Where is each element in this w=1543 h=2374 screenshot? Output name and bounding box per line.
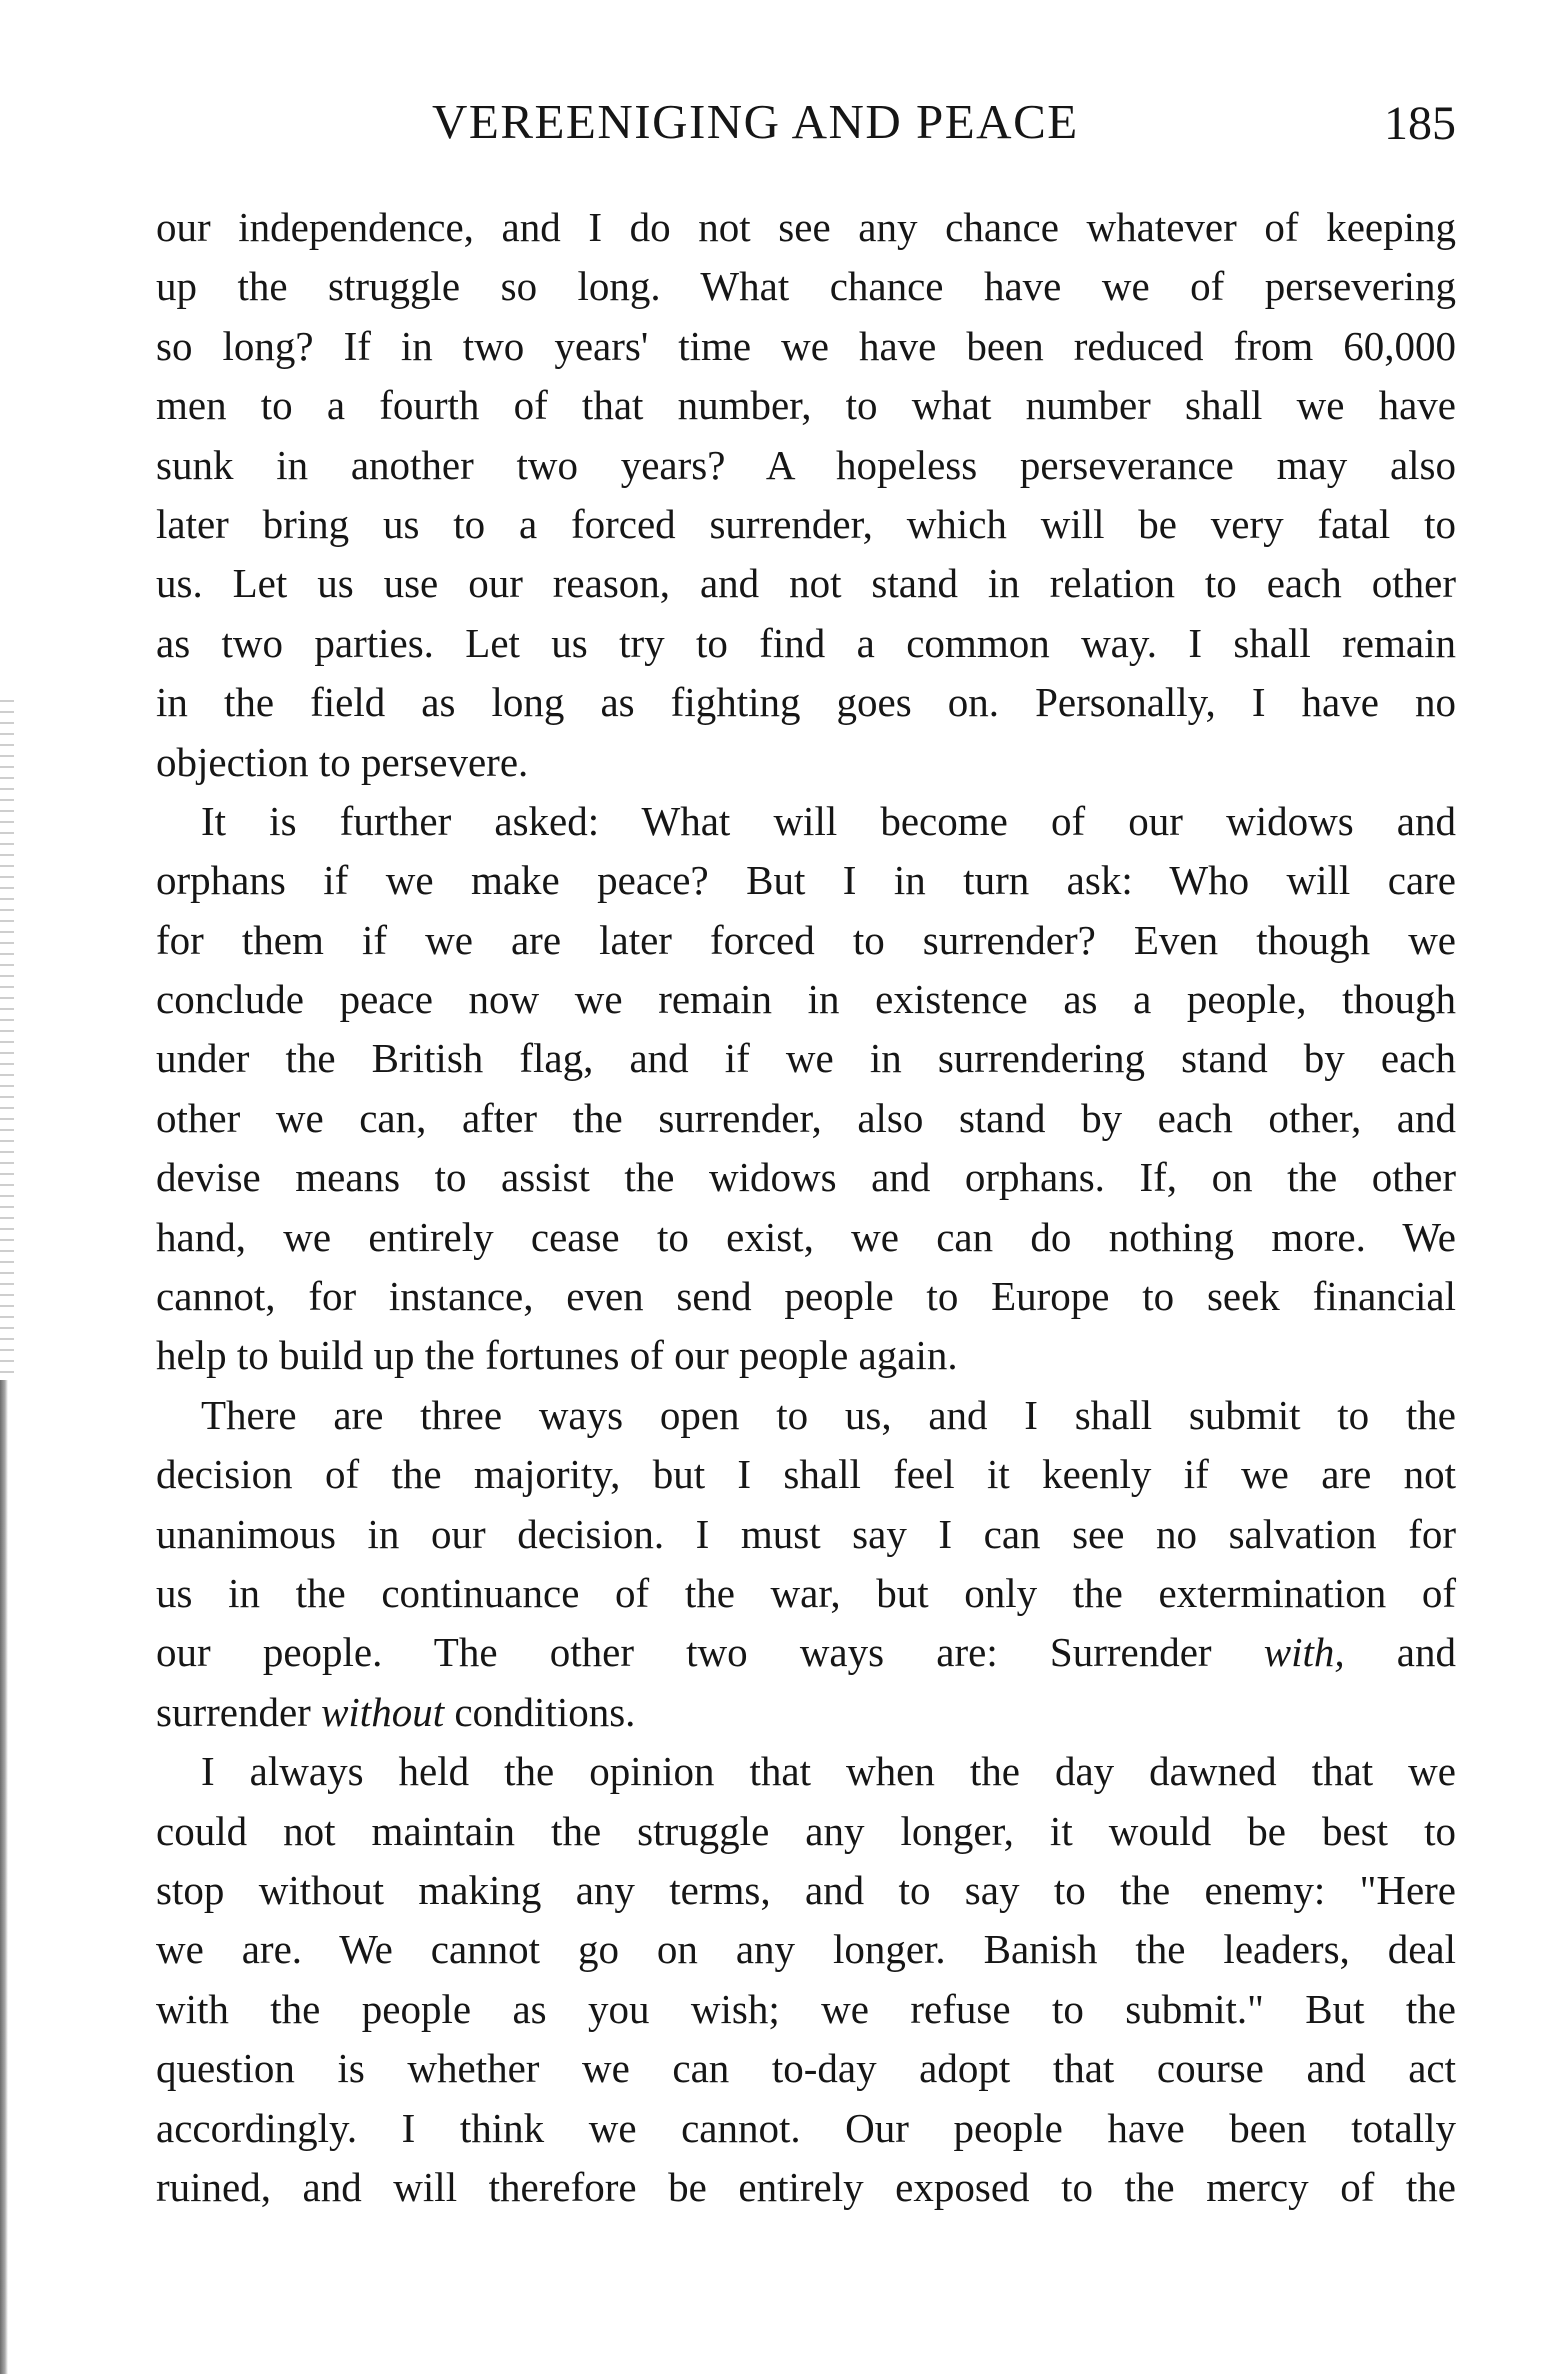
text-line: There are three ways open to us, and I shall submit to the [201, 1391, 1456, 1438]
binding-shadow [0, 700, 14, 1380]
text-line: so long? If in two years' time we have been reduced from 60,000 [156, 322, 1456, 369]
running-head [156, 92, 1456, 152]
text-line: help to build up the fortunes of our people again. [156, 1332, 958, 1379]
text-line: could not maintain the struggle any longer, it would be best to [156, 1807, 1456, 1854]
text-line: unanimous in our decision. I must say I can see no salvation for [156, 1510, 1456, 1557]
text-line: sunk in another two years? A hopeless perseverance may also [156, 441, 1456, 488]
text-line: with the people as you wish; we refuse to submit." But the [156, 1985, 1456, 2032]
text-line: for them if we are later forced to surrender? Even though we [156, 916, 1456, 963]
text-line: as two parties. Let us try to find a common way. I shall remain [156, 619, 1456, 666]
text-line: under the British flag, and if we in surrendering stand by each [156, 1035, 1456, 1082]
text-line: decision of the majority, but I shall feel it keenly if we are not [156, 1451, 1456, 1498]
text-line: hand, we entirely cease to exist, we can do nothing more. We [156, 1213, 1456, 1260]
line-segment: conditions. [444, 1688, 636, 1735]
line-segment: our people. The other two ways are: Surrender [156, 1629, 1264, 1676]
text-line: I always held the opinion that when the day dawned that we [201, 1748, 1456, 1795]
text-line: ruined, and will therefore be entirely exposed to the mercy of the [156, 2163, 1456, 2210]
text-line: It is further asked: What will become of our widows and [201, 797, 1456, 844]
text-line: we are. We cannot go on any longer. Banish the leaders, deal [156, 1926, 1456, 1973]
text-line [156, 1683, 1456, 1742]
text-line: us in the continuance of the war, but only the extermination of [156, 1569, 1456, 1616]
text-line: stop without making any terms, and to say to the enemy: "Here [156, 1866, 1456, 1913]
body-text [156, 198, 1456, 2217]
text-line: other we can, after the surrender, also stand by each other, and [156, 1094, 1456, 1141]
binding-edge [0, 1380, 8, 2374]
text-line: later bring us to a forced surrender, which will be very fatal to [156, 500, 1456, 547]
text-line: conclude peace now we remain in existence as a people, though [156, 976, 1456, 1023]
text-line: us. Let us use our reason, and not stand in relation to each other [156, 560, 1456, 607]
text-line: up the struggle so long. What chance have we of persevering [156, 263, 1456, 310]
text-line: men to a fourth of that number, to what number shall we have [156, 382, 1456, 429]
text-line: orphans if we make peace? But I in turn ask: Who will care [156, 857, 1456, 904]
line-segment: and [1344, 1629, 1457, 1676]
text-line: our independence, and I do not see any chance whatever of keeping [156, 204, 1456, 250]
text-line: devise means to assist the widows and orphans. If, on the other [156, 1154, 1456, 1201]
line-segment: surrender [156, 1688, 322, 1735]
text-line: objection to persevere. [156, 738, 529, 785]
page-number: 185 [1384, 97, 1456, 150]
text-line: question is whether we can to-day adopt that course and act [156, 2045, 1456, 2092]
italic-word: without [321, 1688, 445, 1735]
text-line [156, 1623, 1456, 1682]
text-line: in the field as long as fighting goes on. Personally, I have no [156, 679, 1456, 726]
text-line: cannot, for instance, even send people to Europe to seek financial [156, 1273, 1456, 1320]
running-title: VEREENIGING AND PEACE [432, 94, 1079, 149]
italic-word: with, [1263, 1629, 1345, 1676]
text-line: accordingly. I think we cannot. Our people have been totally [156, 2104, 1456, 2151]
